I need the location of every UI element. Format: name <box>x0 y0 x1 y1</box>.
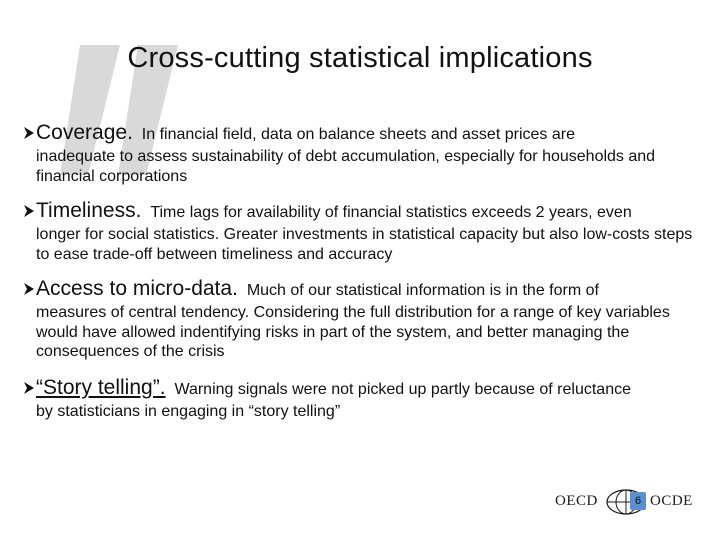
bullet-body-text: by statisticians in engaging in “story telling” <box>36 403 341 420</box>
bullet-first-line <box>36 121 575 145</box>
bullet-heading-punct: . <box>135 199 142 222</box>
bullet-heading: Coverage <box>36 121 128 144</box>
bullet-body-text: measures of central tendency. Considering the full distribution for a range of key variables would have allowed indentifying risks in part of the system, and better managing the consequences of the crisis <box>36 304 670 360</box>
bullet-heading-punct: . <box>127 121 133 144</box>
slide-title: Cross-cutting statistical implications <box>127 42 593 74</box>
bullet-heading: Access to micro-data <box>36 277 233 300</box>
bullet-lead-text: Time lags for availability of financial statistics exceeds 2 years, even <box>150 204 632 221</box>
bullet-body-text: inadequate to assess sustainability of debt accumulation, especially for households and financial corporations <box>36 148 656 185</box>
bullet-first-line <box>36 199 632 223</box>
bullet-heading-punct: . <box>232 277 238 300</box>
bullet-lead-text: In financial field, data on balance sheets and asset prices are <box>141 126 575 143</box>
arrow-bullet-icon <box>22 282 36 296</box>
arrow-bullet-icon <box>22 381 36 395</box>
oecd-logo <box>555 488 715 518</box>
bullet-lead-text: Warning signals were not picked up partly because of reluctance <box>174 381 631 398</box>
bullet-body-text: longer for social statistics. Greater investments in statistical capacity but also low-costs steps to ease trade-off between timeliness and accuracy <box>36 226 693 263</box>
bullet-lead-text: Much of our statistical information is in the form of <box>246 282 599 299</box>
bullet-heading: “Story telling”. <box>36 376 166 399</box>
bullet-heading: Timeliness <box>36 199 136 222</box>
ocde-logo-text: OCDE <box>650 493 693 509</box>
oecd-logo-text: OECD <box>555 493 598 509</box>
arrow-bullet-icon <box>22 204 36 218</box>
bullet-first-line <box>36 277 599 301</box>
arrow-bullet-icon <box>22 126 36 140</box>
bullet-first-line <box>36 376 631 400</box>
page-number-badge: 6 <box>630 492 646 510</box>
